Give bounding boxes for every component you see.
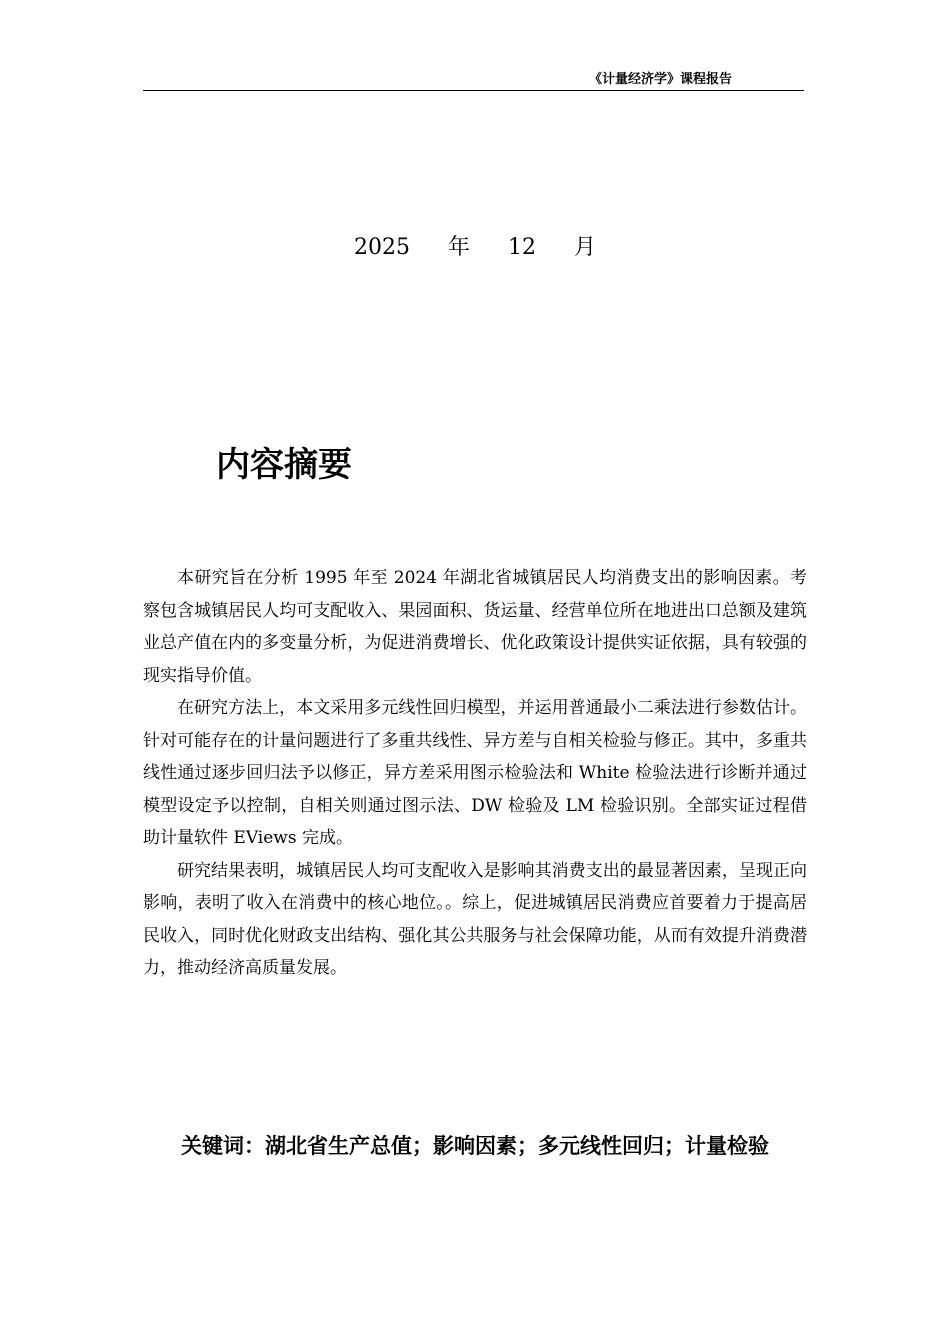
date-year: 2025 bbox=[353, 235, 410, 260]
date-month: 12 bbox=[508, 235, 536, 260]
header-title: 《计量经济学》课程报告 bbox=[588, 72, 732, 87]
report-date bbox=[0, 230, 950, 261]
keywords: 关键词：湖北省生产总值；影响因素；多元线性回归；计量检验 bbox=[181, 1134, 769, 1158]
section-title: 内容摘要 bbox=[216, 445, 352, 485]
abstract-paragraph: 本研究旨在分析 1995 年至 2024 年湖北省城镇居民人均消费支出的影响因素。考察包含城镇居民人均可支配收入、果园面积、货运量、经营单位所在地进出口总额及建筑业总产值在内的多变量分析，为促进消费增长、优化政策设计提供实证依据，具有较强的现实指导价值。 bbox=[143, 568, 807, 686]
date-month-unit: 月 bbox=[574, 235, 597, 260]
abstract-paragraph: 研究结果表明，城镇居民人均可支配收入是影响其消费支出的最显著因素，呈现正向影响，表明了收入在消费中的核心地位。。综上，促进城镇居民消费应首要着力于提高居民收入，同时优化财政支出结构、强化其公共服务与社会保障功能，从而有效提升消费潜力，推动经济高质量发展。 bbox=[143, 860, 807, 978]
date-year-unit: 年 bbox=[447, 235, 470, 260]
abstract-body bbox=[143, 562, 807, 985]
page-header bbox=[143, 66, 804, 91]
abstract-paragraph: 在研究方法上，本文采用多元线性回归模型，并运用普通最小二乘法进行参数估计。针对可能存在的计量问题进行了多重共线性、异方差与自相关检验与修正。其中，多重共线性通过逐步回归法予以修正，异方差采用图示检验法和 White 检验法进行诊断并通过模型设定予以控制，自相关则通过图示法、DW 检验及 LM 检验识别。全部实证过程借助计量软件 EViews 完成。 bbox=[143, 698, 807, 848]
